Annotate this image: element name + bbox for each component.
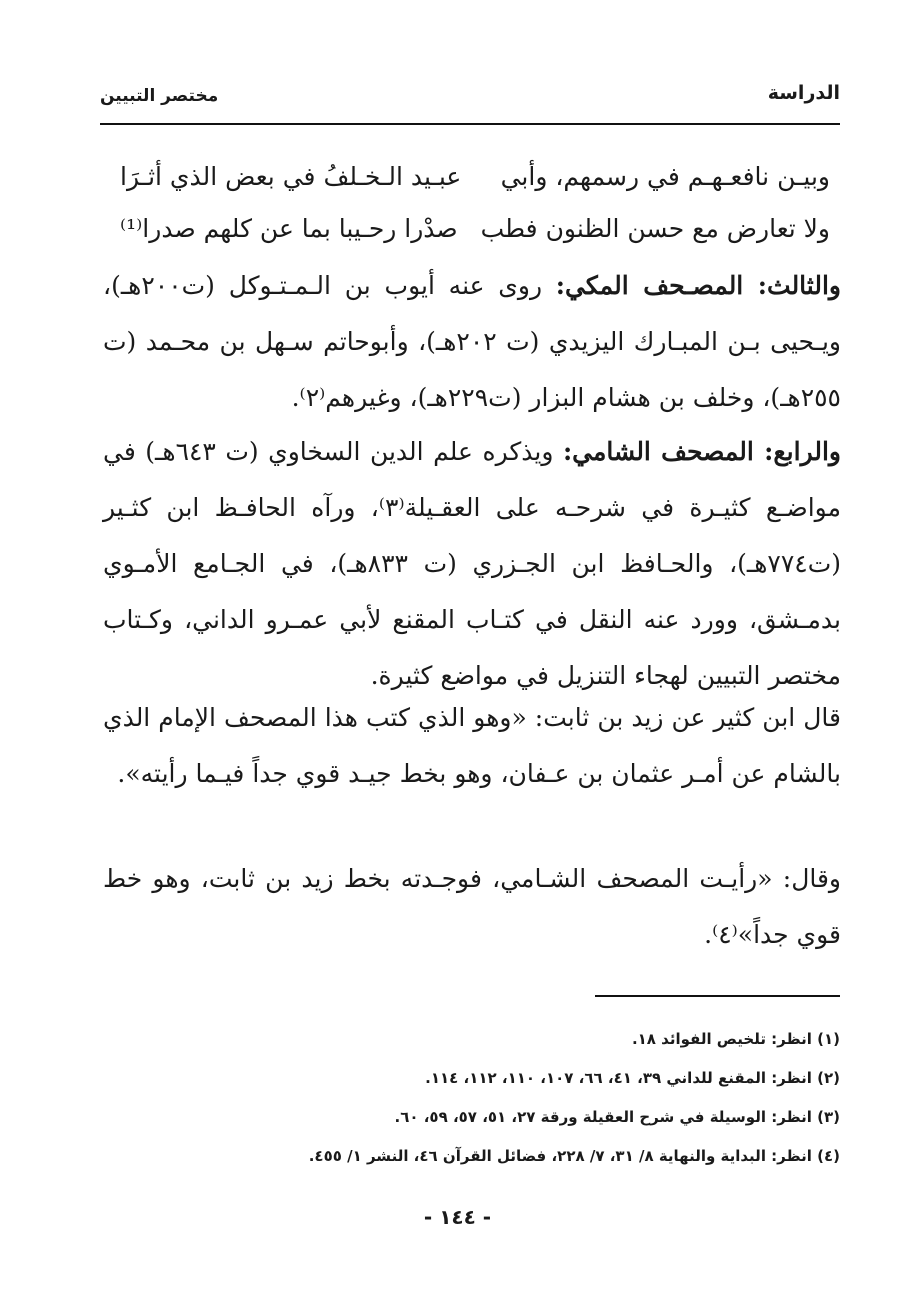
footnote: (٢) انظر: المقنع للداني ٣٩، ٤١، ٦٦، ١٠٧، ١١٠، ١١٢، ١١٤. [425, 1069, 840, 1087]
poem-verse [120, 202, 830, 254]
paragraph-text: روى عنه أيوب بن الـمـتـوكل (ت٢٠٠هـ)، ويـحيى بـن المبـارك اليزيدي (ت ٢٠٢هـ)، وأبوحاتم سـهل بن محـمد (ت ٢٥٥هـ)، وخلف بن هشام البزار (ت٢٢٩هـ)، وغيرهم⁽٢⁾. [103, 271, 841, 412]
footnote: (١) انظر: تلخيص الفوائد ١٨. [631, 1030, 840, 1048]
paragraph-heading: والثالث: المصـحف المكي: [555, 271, 841, 300]
paragraph-ibn-kathir-quote: قال ابن كثير عن زيد بن ثابت: «وهو الذي كتب هذا المصحف الإمام الذي بالشام عن أمـر عثمان بن عـفان، وهو بخط جيـد قوي جداً فيـما رأيته». [103, 703, 841, 788]
header-divider [100, 123, 840, 125]
book-title: مختصر التبيين [100, 86, 219, 106]
footnote: (٤) انظر: البداية والنهاية ٨/ ٣١، ٧/ ٢٢٨، فضائل القرآن ٤٦، النشر ١/ ٤٥٥. [308, 1147, 840, 1165]
verse-second-hemistich: عبـيد الـخـلفُ في بعض الذي أثـرَا [120, 161, 462, 191]
footnote-divider [595, 995, 840, 997]
verse-second-hemistich: صدْرا رحـيبا بما عن كلهم صدرا⁽¹⁾ [120, 213, 458, 243]
verse-first-hemistich: وبيـن نافعـهـم في رسمهم، وأبي [500, 161, 830, 191]
poem-verse [120, 150, 830, 202]
paragraph-text: ويذكره علم الدين السخاوي (ت ٦٤٣هـ) في مواضـع كثيـرة في شرحـه على العقـيلة⁽٣⁾، ورآه الحافـظ ابن كثـير (ت٧٧٤هـ)، والحـافظ ابن الجـزري (ت ٨٣٣هـ)، في الجـامع الأمـوي بدمـشق، وورد عنه النقل في كتـاب المقنع لأبي عمـرو الداني، وكـتاب مختصر التبيين لهجاء التنزيل في مواضع كثيرة. [103, 437, 841, 690]
section-title: الدراسة [767, 82, 840, 104]
footnotes [200, 1020, 840, 1176]
running-header [100, 76, 840, 120]
paragraph-makki-mushaf [103, 258, 841, 426]
page-number: - ١٤٤ - [423, 1205, 492, 1229]
paragraph-second-quote: وقال: «رأيـت المصحف الشـامي، فوجـدته بخط زيد بن ثابت، وهو خط قوي جداً»⁽٤⁾. [103, 864, 841, 949]
paragraph-shami-mushaf [103, 424, 841, 704]
footnote: (٣) انظر: الوسيلة في شرح العقيلة ورقة ٢٧، ٥١، ٥٧، ٥٩، ٦٠. [394, 1108, 840, 1126]
verse-first-hemistich: ولا تعارض مع حسن الظنون فطب [480, 213, 830, 243]
poem-verses [120, 150, 830, 254]
paragraph-heading: والرابع: المصحف الشامي: [562, 437, 841, 466]
